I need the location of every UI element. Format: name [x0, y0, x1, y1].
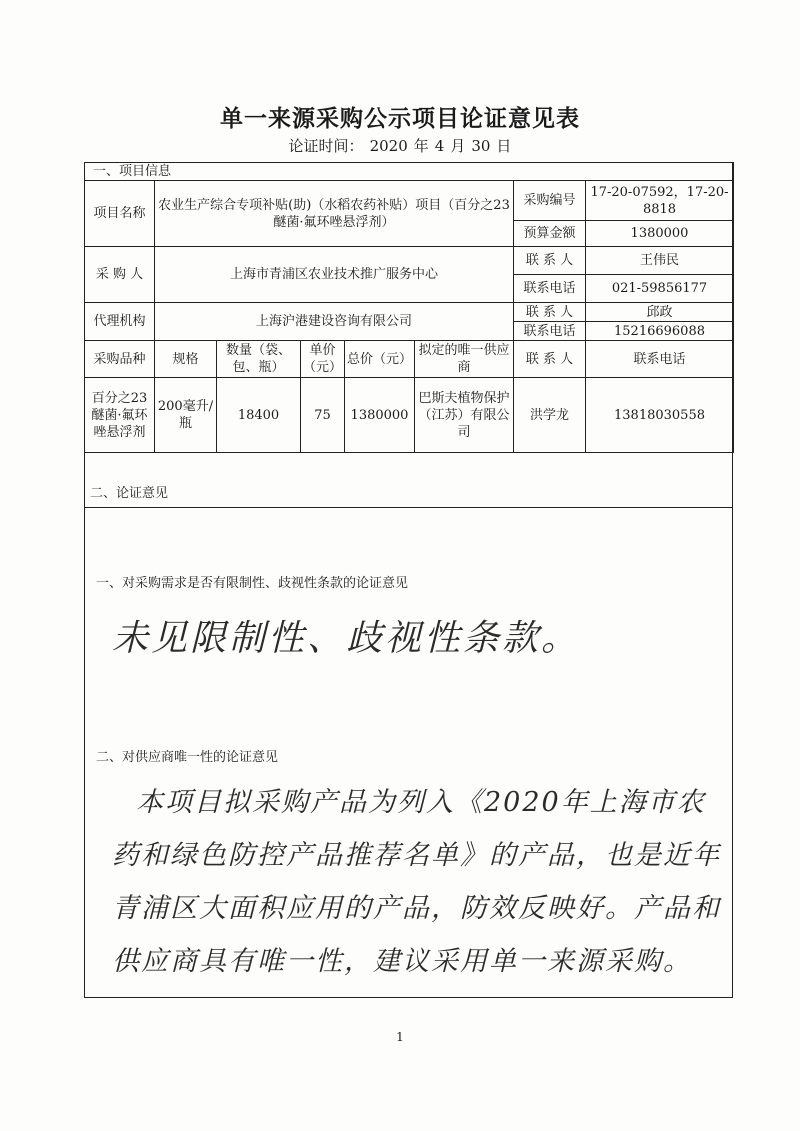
header-spec: 规格 — [155, 341, 217, 378]
question-restrictive-terms: 一、对采购需求是否有限制性、歧视性条款的论证意见 — [96, 576, 409, 591]
purchaser-contact-value: 王伟民 — [586, 247, 734, 275]
budget-value: 1380000 — [586, 221, 734, 247]
project-info-table — [84, 162, 734, 453]
agency-value: 上海沪港建设咨询有限公司 — [155, 303, 514, 341]
row-unit-price: 75 — [301, 378, 345, 453]
row-phone: 13818030558 — [586, 378, 734, 453]
agency-contact-value: 邱政 — [586, 303, 734, 322]
handwritten-answer-2: 本项目拟采购产品为列入《2020年上海市农药和绿色防控产品推荐名单》的产品，也是近年青浦区大面积应用的产品，防效反映好。产品和供应商具有唯一性，建议采用单一来源采购。 — [112, 787, 721, 977]
date-month-unit: 月 — [450, 137, 466, 155]
date-day: 30 — [471, 137, 491, 155]
purchaser-phone-label: 联系电话 — [514, 275, 586, 303]
date-year-unit: 年 — [413, 137, 429, 155]
section2-divider — [84, 507, 733, 508]
date-day-unit: 日 — [496, 137, 512, 155]
purchaser-label: 采 购 人 — [85, 247, 155, 303]
page-number: 1 — [396, 1030, 404, 1044]
procurement-no-value: 17-20-07592，17-20-8818 — [586, 181, 734, 221]
date-year: 2020 — [369, 137, 408, 155]
row-total: 1380000 — [345, 378, 415, 453]
header-supplier: 拟定的唯一供应商 — [415, 341, 514, 378]
date-month: 4 — [434, 137, 445, 155]
project-name-label: 项目名称 — [85, 181, 155, 247]
purchaser-contact-label: 联 系 人 — [514, 247, 586, 275]
row-spec: 200毫升/瓶 — [155, 378, 217, 453]
agency-contact-label: 联 系 人 — [514, 303, 586, 322]
purchaser-value: 上海市青浦区农业技术推广服务中心 — [155, 247, 514, 303]
date-label: 论证时间： — [288, 137, 364, 155]
header-total: 总价（元） — [345, 341, 415, 378]
agency-phone-value: 15216696088 — [586, 322, 734, 341]
table-row — [85, 378, 734, 453]
procurement-no-label: 采购编号 — [514, 181, 586, 221]
question-supplier-uniqueness: 二、对供应商唯一性的论证意见 — [96, 750, 279, 765]
section1-heading: 一、项目信息 — [85, 163, 734, 181]
section2-heading: 二、论证意见 — [90, 486, 169, 501]
project-name-value: 农业生产综合专项补贴(助)（水稻农药补贴）项目（百分之23醚菌·氟环唑悬浮剂） — [155, 181, 514, 247]
document-title: 单一来源采购公示项目论证意见表 — [220, 106, 580, 132]
budget-label: 预算金额 — [514, 221, 586, 247]
row-quantity: 18400 — [217, 378, 301, 453]
handwritten-answer-1: 未见限制性、歧视性条款。 — [112, 618, 581, 659]
row-contact: 洪学龙 — [514, 378, 586, 453]
header-contact: 联 系 人 — [514, 341, 586, 378]
row-supplier: 巴斯夫植物保护（江苏）有限公司 — [415, 378, 514, 453]
header-variety: 采购品种 — [85, 341, 155, 378]
agency-label: 代理机构 — [85, 303, 155, 341]
header-phone: 联系电话 — [586, 341, 734, 378]
header-unit-price: 单价（元） — [301, 341, 345, 378]
purchaser-phone-value: 021-59856177 — [586, 275, 734, 303]
header-quantity: 数量（袋、包、瓶） — [217, 341, 301, 378]
row-variety: 百分之23醚菌·氟环唑悬浮剂 — [85, 378, 155, 453]
agency-phone-label: 联系电话 — [514, 322, 586, 341]
review-date — [0, 135, 800, 156]
